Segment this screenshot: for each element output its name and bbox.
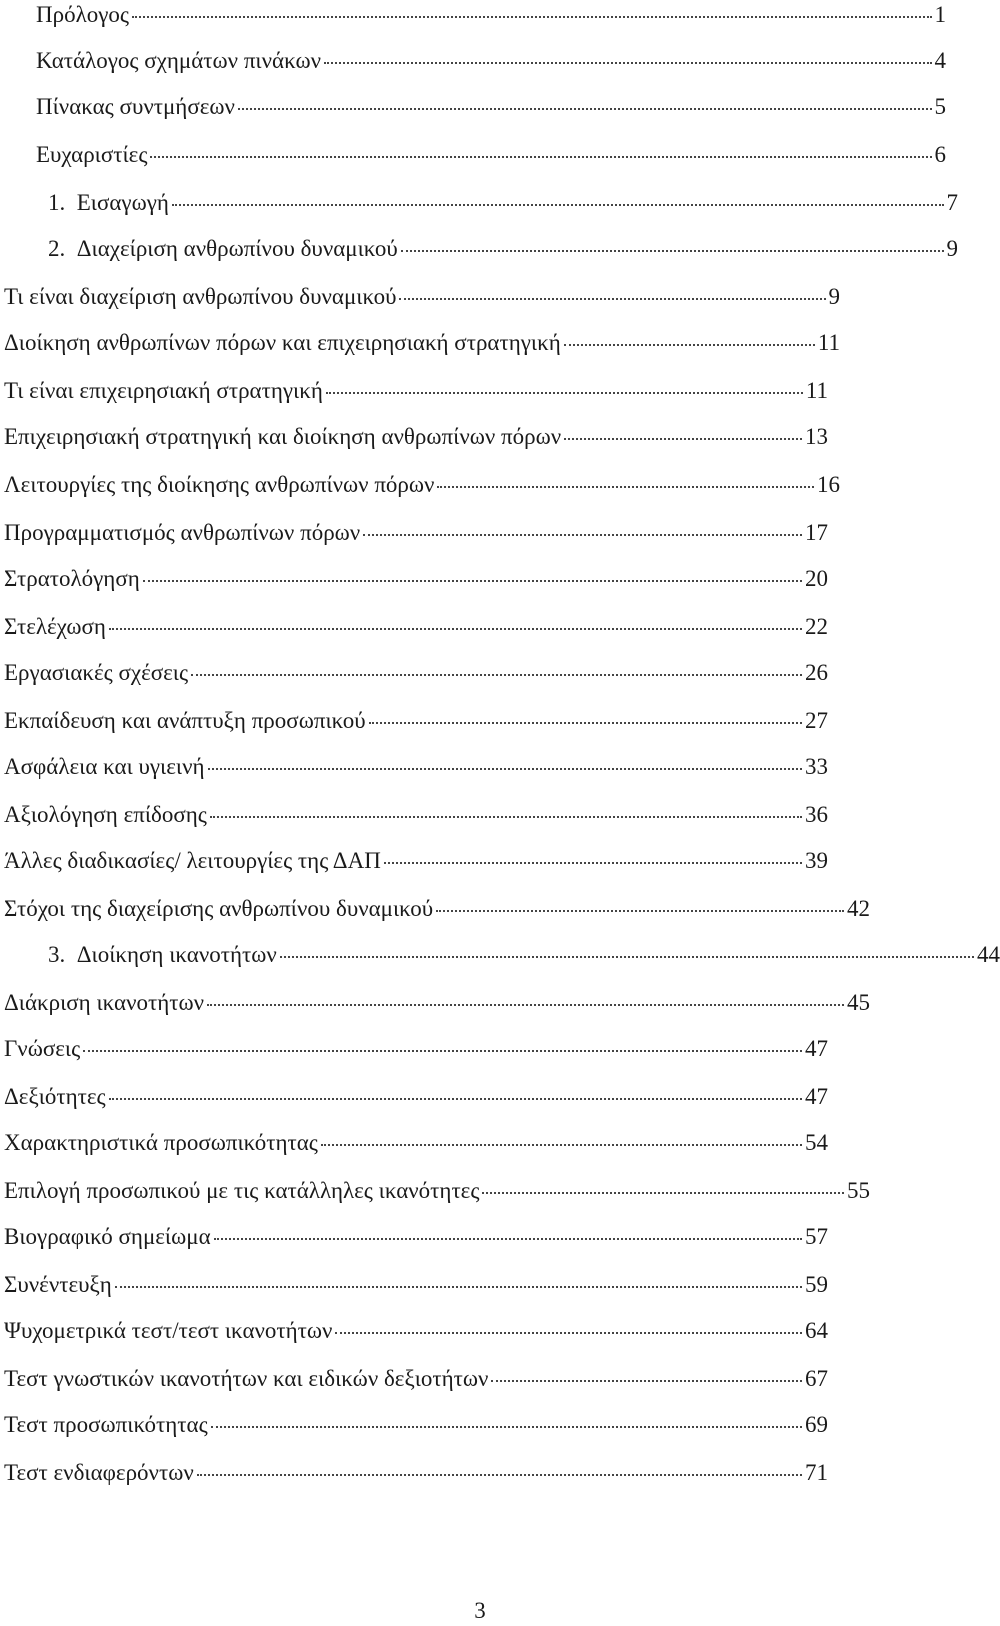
toc-dot-leader (401, 249, 944, 252)
toc-dot-leader (172, 203, 944, 206)
toc-entry[interactable] (0, 612, 828, 642)
toc-entry[interactable] (0, 1222, 828, 1252)
toc-entry-page: 20 (805, 566, 828, 591)
toc-entry-title: Στελέχωση (4, 614, 106, 639)
toc-entry-page: 64 (805, 1318, 828, 1343)
toc-entry-page: 45 (847, 990, 870, 1015)
page-number: 3 (474, 1598, 486, 1623)
toc-entry-title: Πίνακας συντμήσεων (36, 94, 235, 119)
toc-entry-page: 17 (805, 520, 828, 545)
toc-entry-title: Κατάλογος σχημάτων πινάκων (36, 48, 321, 73)
toc-entry[interactable] (0, 234, 958, 264)
toc-entry[interactable] (0, 92, 946, 122)
toc-entry-title: Τεστ ενδιαφερόντων (4, 1460, 194, 1485)
toc-entry-title: Δεξιότητες (4, 1084, 106, 1109)
toc-entry-page: 6 (934, 142, 946, 167)
toc-entry-title: Στρατολόγηση (4, 566, 140, 591)
toc-entry-page: 42 (847, 896, 870, 921)
toc-entry-title: Συνέντευξη (4, 1272, 112, 1297)
toc-entry[interactable] (0, 1128, 828, 1158)
toc-entry-title: Εκπαίδευση και ανάπτυξη προσωπικού (4, 708, 366, 733)
toc-entry-title: Τεστ προσωπικότητας (4, 1412, 208, 1437)
toc-entry[interactable] (0, 752, 828, 782)
toc-entry[interactable] (0, 1316, 828, 1346)
toc-entry-title: Επιχειρησιακή στρατηγική και διοίκηση ανθρωπίνων πόρων (4, 424, 562, 449)
toc-entry-page: 11 (805, 378, 828, 403)
toc-dot-leader (280, 955, 974, 958)
toc-entry[interactable] (0, 800, 828, 830)
toc-dot-leader (482, 1191, 844, 1194)
toc-entry-page: 44 (977, 942, 1000, 967)
toc-dot-leader (564, 343, 815, 346)
toc-dot-leader (150, 155, 931, 158)
toc-entry[interactable] (0, 0, 946, 30)
toc-dot-leader (369, 721, 802, 724)
toc-entry-page: 59 (805, 1272, 828, 1297)
toc-entry[interactable] (0, 658, 828, 688)
toc-entry-title: Τι είναι επιχειρησιακή στρατηγική (4, 378, 323, 403)
toc-entry-title: 1. Εισαγωγή (48, 190, 169, 215)
toc-dot-leader (207, 1003, 844, 1006)
toc-entry-page: 22 (805, 614, 828, 639)
toc-entry[interactable] (0, 422, 828, 452)
toc-entry-page: 9 (946, 236, 958, 261)
toc-dot-leader (384, 861, 802, 864)
toc-entry-title: 2. Διαχείριση ανθρωπίνου δυναμικού (48, 236, 398, 261)
toc-entry-title: Επιλογή προσωπικού με τις κατάλληλες ικανότητες (4, 1178, 480, 1203)
toc-entry-page: 16 (817, 472, 840, 497)
toc-entry[interactable] (0, 328, 840, 358)
toc-entry-title: Διοίκηση ανθρωπίνων πόρων και επιχειρησιακή στρατηγική (4, 330, 561, 355)
toc-entry-page: 26 (805, 660, 828, 685)
toc-dot-leader (399, 297, 825, 300)
toc-entry[interactable] (0, 1270, 828, 1300)
toc-entry[interactable] (0, 940, 1000, 970)
toc-entry[interactable] (0, 376, 828, 406)
toc-entry-page: 1 (934, 2, 946, 27)
toc-dot-leader (132, 15, 931, 18)
toc-entry-title: Ευχαριστίες (36, 142, 148, 167)
toc-entry-title: Εργασιακές σχέσεις (4, 660, 189, 685)
toc-entry[interactable] (0, 706, 828, 736)
toc-dot-leader (214, 1237, 802, 1240)
toc-entry-page: 11 (817, 330, 840, 355)
toc-dot-leader (363, 533, 802, 536)
toc-entry-title: 3. Διοίκηση ικανοτήτων (48, 942, 277, 967)
toc-entry-page: 7 (946, 190, 958, 215)
toc-dot-leader (191, 673, 802, 676)
toc-entry-title: Βιογραφικό σημείωμα (4, 1224, 211, 1249)
toc-entry[interactable] (0, 846, 828, 876)
toc-entry[interactable] (0, 1410, 828, 1440)
toc-entry-title: Ψυχομετρικά τεστ/τεστ ικανοτήτων (4, 1318, 333, 1343)
toc-entry-title: Λειτουργίες της διοίκησης ανθρωπίνων πόρων (4, 472, 435, 497)
toc-entry-page: 39 (805, 848, 828, 873)
toc-dot-leader (321, 1143, 802, 1146)
toc-dot-leader (210, 815, 802, 818)
toc-dot-leader (324, 61, 932, 64)
toc-entry[interactable] (0, 46, 946, 76)
toc-entry-title: Άλλες διαδικασίες/ λειτουργίες της ΔΑΠ (4, 848, 381, 873)
toc-entry-title: Στόχοι της διαχείρισης ανθρωπίνου δυναμικού (4, 896, 434, 921)
toc-entry-page: 47 (805, 1084, 828, 1109)
toc-entry-page: 47 (805, 1036, 828, 1061)
toc-entry-page: 27 (805, 708, 828, 733)
toc-dot-leader (143, 579, 802, 582)
toc-entry-title: Γνώσεις (4, 1036, 81, 1061)
toc-entry[interactable] (0, 988, 870, 1018)
toc-entry[interactable] (0, 1082, 828, 1112)
toc-entry[interactable] (0, 470, 840, 500)
toc-entry[interactable] (0, 894, 870, 924)
toc-dot-leader (197, 1473, 802, 1476)
toc-dot-leader (109, 1097, 802, 1100)
toc-entry-page: 9 (828, 284, 840, 309)
toc-entry-page: 33 (805, 754, 828, 779)
toc-entry-page: 67 (805, 1366, 828, 1391)
toc-dot-leader (436, 909, 844, 912)
toc-entry-title: Χαρακτηριστικά προσωπικότητας (4, 1130, 318, 1155)
toc-entry-page: 54 (805, 1130, 828, 1155)
toc-entry-page: 4 (934, 48, 946, 73)
toc-entry[interactable] (0, 188, 958, 218)
toc-dot-leader (326, 391, 803, 394)
toc-entry-title: Ασφάλεια και υγιεινή (4, 754, 205, 779)
toc-entry[interactable] (0, 1458, 828, 1488)
toc-entry-page: 55 (847, 1178, 870, 1203)
toc-dot-leader (437, 485, 814, 488)
toc-entry[interactable] (0, 140, 946, 170)
toc-entry[interactable] (0, 282, 840, 312)
toc-entry[interactable] (0, 1034, 828, 1064)
toc-dot-leader (238, 107, 932, 110)
toc-dot-leader (83, 1049, 802, 1052)
toc-dot-leader (211, 1425, 802, 1428)
toc-entry[interactable] (0, 564, 828, 594)
toc-entry[interactable] (0, 518, 828, 548)
toc-entry-title: Πρόλογος (36, 2, 130, 27)
toc-entry-title: Τεστ γνωστικών ικανοτήτων και ειδικών δεξιοτήτων (4, 1366, 489, 1391)
toc-dot-leader (491, 1379, 802, 1382)
toc-entry-page: 13 (805, 424, 828, 449)
toc-dot-leader (564, 437, 802, 440)
toc-entry-page: 69 (805, 1412, 828, 1437)
toc-entry-page: 36 (805, 802, 828, 827)
toc-entry-page: 5 (934, 94, 946, 119)
toc-dot-leader (208, 767, 802, 770)
toc-entry-title: Διάκριση ικανοτήτων (4, 990, 205, 1015)
toc-entry-page: 57 (805, 1224, 828, 1249)
toc-entry[interactable] (0, 1364, 828, 1394)
toc-entry-page: 71 (805, 1460, 828, 1485)
toc-dot-leader (115, 1285, 802, 1288)
toc-entry-title: Αξιολόγηση επίδοσης (4, 802, 207, 827)
toc-dot-leader (335, 1331, 802, 1334)
toc-entry-title: Προγραμματισμός ανθρωπίνων πόρων (4, 520, 361, 545)
toc-entry[interactable] (0, 1176, 870, 1206)
toc-dot-leader (109, 627, 802, 630)
toc-entry-title: Τι είναι διαχείριση ανθρωπίνου δυναμικού (4, 284, 397, 309)
